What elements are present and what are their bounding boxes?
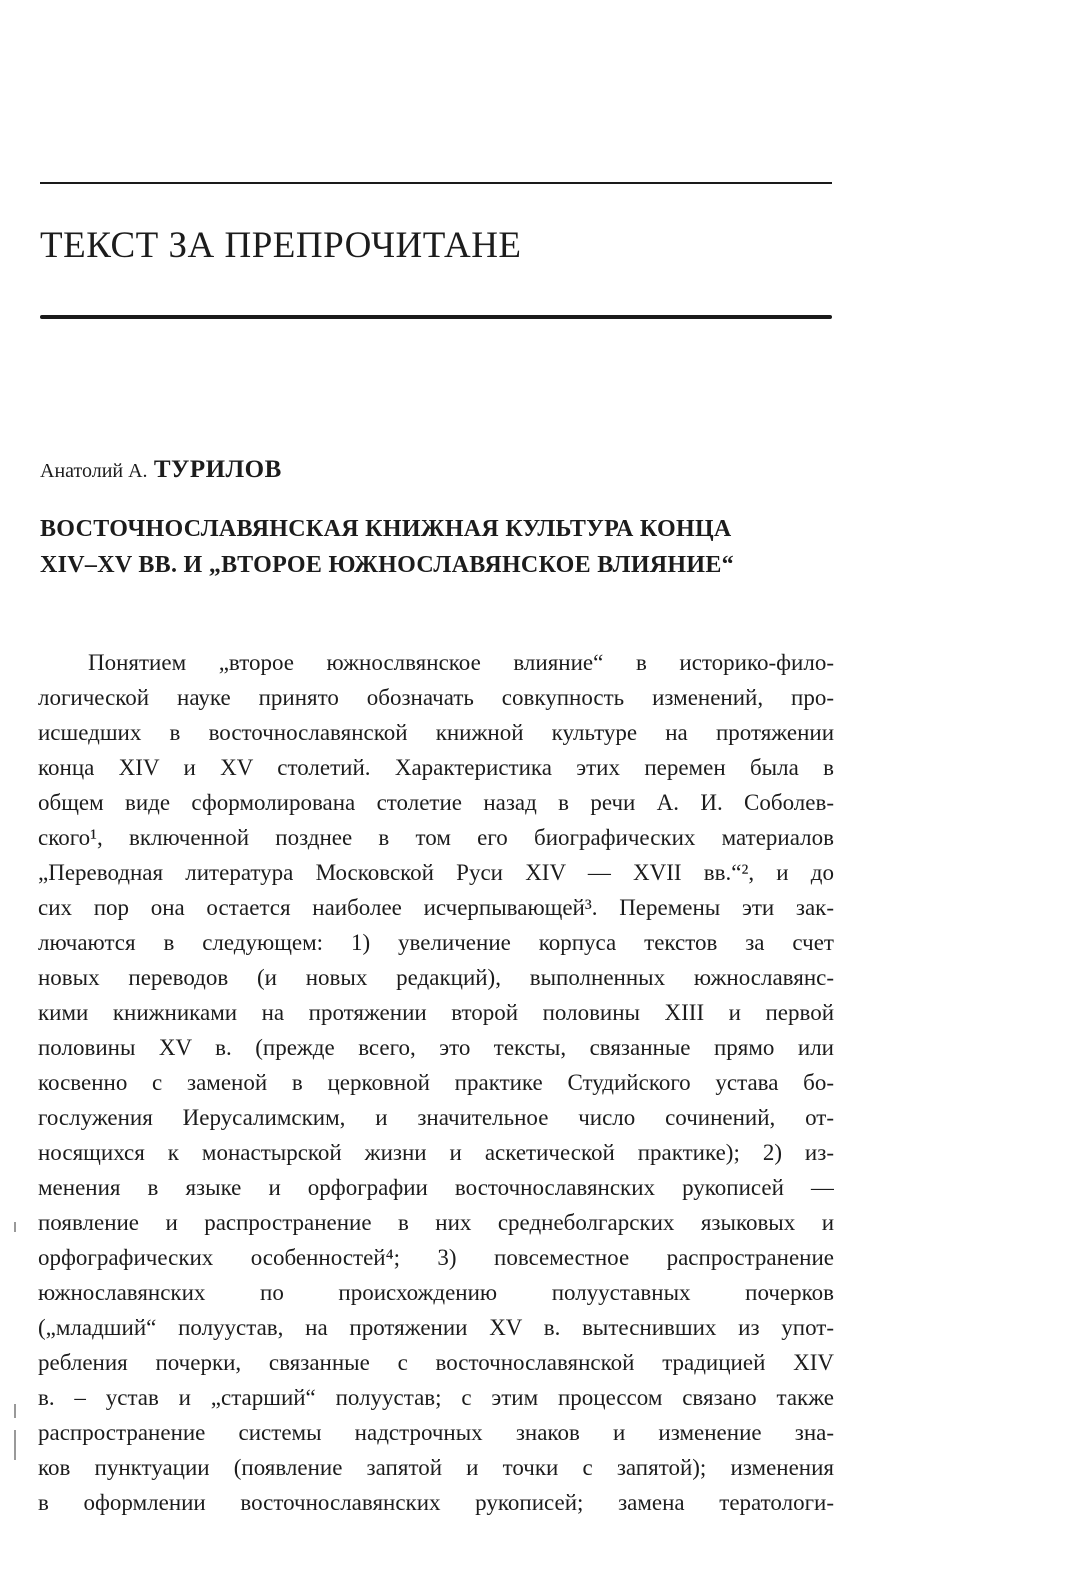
body-line: в оформлении восточнославянских рукописей; замена тератологи-	[38, 1490, 834, 1515]
body-line: („младший“ полуустав, на протяжении XV в. вытеснивших из упот-	[38, 1315, 834, 1340]
body-line: появление и распространение в них среднеболгарских языковых и	[38, 1210, 834, 1235]
body-line: ков пунктуации (появление запятой и точки с запятой); изменения	[38, 1455, 834, 1480]
body-line: Понятием „второе южнослвянское влияние“ в историко-фило-	[88, 650, 834, 675]
body-line: ского¹, включенной позднее в том его биографических материалов	[38, 825, 834, 850]
body-line: орфографических особенностей⁴; 3) повсеместное распространение	[38, 1245, 834, 1270]
body-line: косвенно с заменой в церковной практике Студийского устава бо-	[38, 1070, 834, 1095]
body-line: распространение системы надстрочных знаков и изменение зна-	[38, 1420, 834, 1445]
body-line: носящихся к монастырской жизни и аскетической практике); 2) из-	[38, 1140, 834, 1165]
body-line: ребления почерки, связанные с восточнославянской традицией XIV	[38, 1350, 834, 1375]
margin-mark	[14, 1430, 16, 1460]
article-title-line: ВОСТОЧНОСЛАВЯНСКАЯ КНИЖНАЯ КУЛЬТУРА КОНЦА	[40, 516, 732, 542]
body-line: исшедших в восточнославянской книжной культуре на протяжении	[38, 720, 834, 745]
body-line: менения в языке и орфографии восточнославянских рукописей —	[38, 1175, 834, 1200]
margin-mark	[14, 1404, 16, 1418]
body-line: лючаются в следующем: 1) увеличение корпуса текстов за счет	[38, 930, 834, 955]
body-line: конца XIV и XV столетий. Характеристика этих перемен была в	[38, 755, 834, 780]
author-first-name: Анатолий А.	[40, 460, 148, 482]
body-line: половины XV в. (прежде всего, это тексты, связанные прямо или	[38, 1035, 834, 1060]
body-line: „Переводная литература Московской Руси XIV — XVII вв.“², и до	[38, 860, 834, 885]
bottom-rule	[40, 315, 832, 319]
body-line: сих пор она остается наиболее исчерпывающей³. Перемены эти зак-	[38, 895, 834, 920]
article-title	[40, 511, 734, 583]
body-line: гослужения Иерусалимским, и значительное число сочинений, от-	[38, 1105, 834, 1130]
author-last-name: ТУРИЛОВ	[153, 456, 282, 483]
body-line: общем виде сформолирована столетие назад в речи А. И. Соболев-	[38, 790, 834, 815]
top-rule	[40, 182, 832, 184]
body-line: кими книжниками на протяжении второй половины XIII и первой	[38, 1000, 834, 1025]
article-body	[38, 645, 834, 1520]
margin-mark	[14, 1222, 16, 1232]
body-line: логической науке принято обозначать совкупность изменений, про-	[38, 685, 834, 710]
article-title-line: XIV–XV ВВ. И „ВТОРОЕ ЮЖНОСЛАВЯНСКОЕ ВЛИЯНИЕ“	[40, 552, 734, 578]
section-title: ТЕКСТ ЗА ПРЕПРОЧИТАНЕ	[40, 225, 522, 266]
body-line: новых переводов (и новых редакций), выполненных южнославянс-	[38, 965, 834, 990]
body-line: в. – устав и „старший“ полуустав; с этим процессом связано также	[38, 1385, 834, 1410]
author-name	[40, 456, 282, 484]
body-line: южнославянских по происхождению полууставных почерков	[38, 1280, 834, 1305]
